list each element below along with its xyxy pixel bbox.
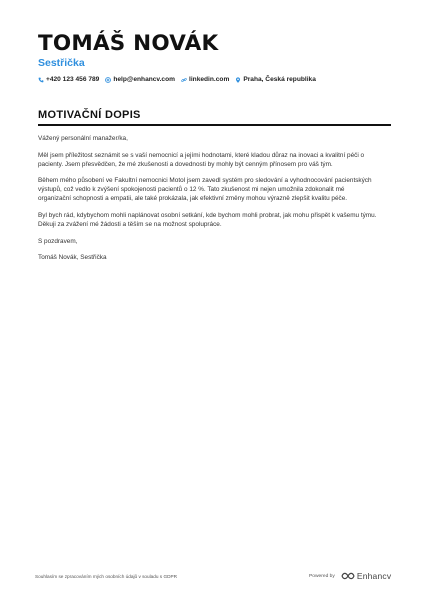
letter-body bbox=[38, 134, 378, 270]
letter-paragraph: Byl bych rád, kdybychom mohli naplánovat osobní setkání, kde bychom mohli probrat, jak mohu přispět k vašemu týmu. Děkuji za zvážení mé žádosti a těším se na možnost spolupráce. bbox=[38, 212, 377, 229]
contact-bar bbox=[38, 76, 316, 83]
contact-phone-text: +420 123 456 789 bbox=[46, 76, 100, 83]
enhancv-logo-icon bbox=[341, 572, 355, 580]
contact-linkedin-text: linkedin.com bbox=[189, 76, 230, 83]
contact-email-text: help@enhancv.com bbox=[113, 76, 175, 83]
phone-icon bbox=[38, 77, 44, 83]
contact-location bbox=[235, 76, 316, 83]
powered-by-label: Powered by bbox=[309, 573, 335, 579]
letter-salutation: Vážený personální manažer/ka, bbox=[38, 135, 128, 142]
contact-linkedin[interactable] bbox=[181, 76, 229, 83]
contact-phone[interactable] bbox=[38, 76, 99, 83]
section-divider bbox=[38, 124, 391, 126]
candidate-role: Sestřička bbox=[38, 57, 85, 69]
at-icon bbox=[105, 77, 111, 83]
location-pin-icon bbox=[235, 77, 241, 83]
letter-signature: Tomáš Novák, Sestřička bbox=[38, 254, 107, 262]
letter-paragraph: Během mého působení ve Fakultní nemocnici Motol jsem zavedl systém pro sledování a vyhodnocování pacientských výstupů, což vedlo k zvýšení spokojenosti pacientů o 12 %. Tato zkušenost mi nejen umožnila zdokonalit mé organizační schopnosti a empatii, ale také prokázala, jak efektivní změny mohou výrazně zlepšit kvalitu péče. bbox=[38, 177, 372, 203]
contact-location-text: Praha, Česká republika bbox=[243, 76, 316, 83]
letter-closing: S pozdravem, bbox=[38, 237, 78, 245]
gdpr-consent: Souhlasím se zpracováním mých osobních údajů v souladu s GDPR bbox=[35, 574, 177, 579]
enhancv-logo bbox=[341, 571, 391, 581]
footer-branding[interactable] bbox=[309, 571, 391, 581]
letter-paragraph: Měl jsem příležitost seznámit se s vaší nemocnicí a jejími hodnotami, které kladou důraz na inovaci a kvalitní péči o pacienty. Jsem přesvědčen, že mé zkušenosti a dovednosti by mohly být cenným přínosem pro váš tým. bbox=[38, 151, 365, 168]
candidate-name: TOMÁŠ NOVÁK bbox=[38, 31, 219, 56]
contact-email[interactable] bbox=[105, 76, 175, 83]
link-icon bbox=[181, 77, 187, 83]
section-title: MOTIVAČNÍ DOPIS bbox=[38, 109, 141, 121]
enhancv-wordmark: Enhancv bbox=[356, 571, 392, 581]
